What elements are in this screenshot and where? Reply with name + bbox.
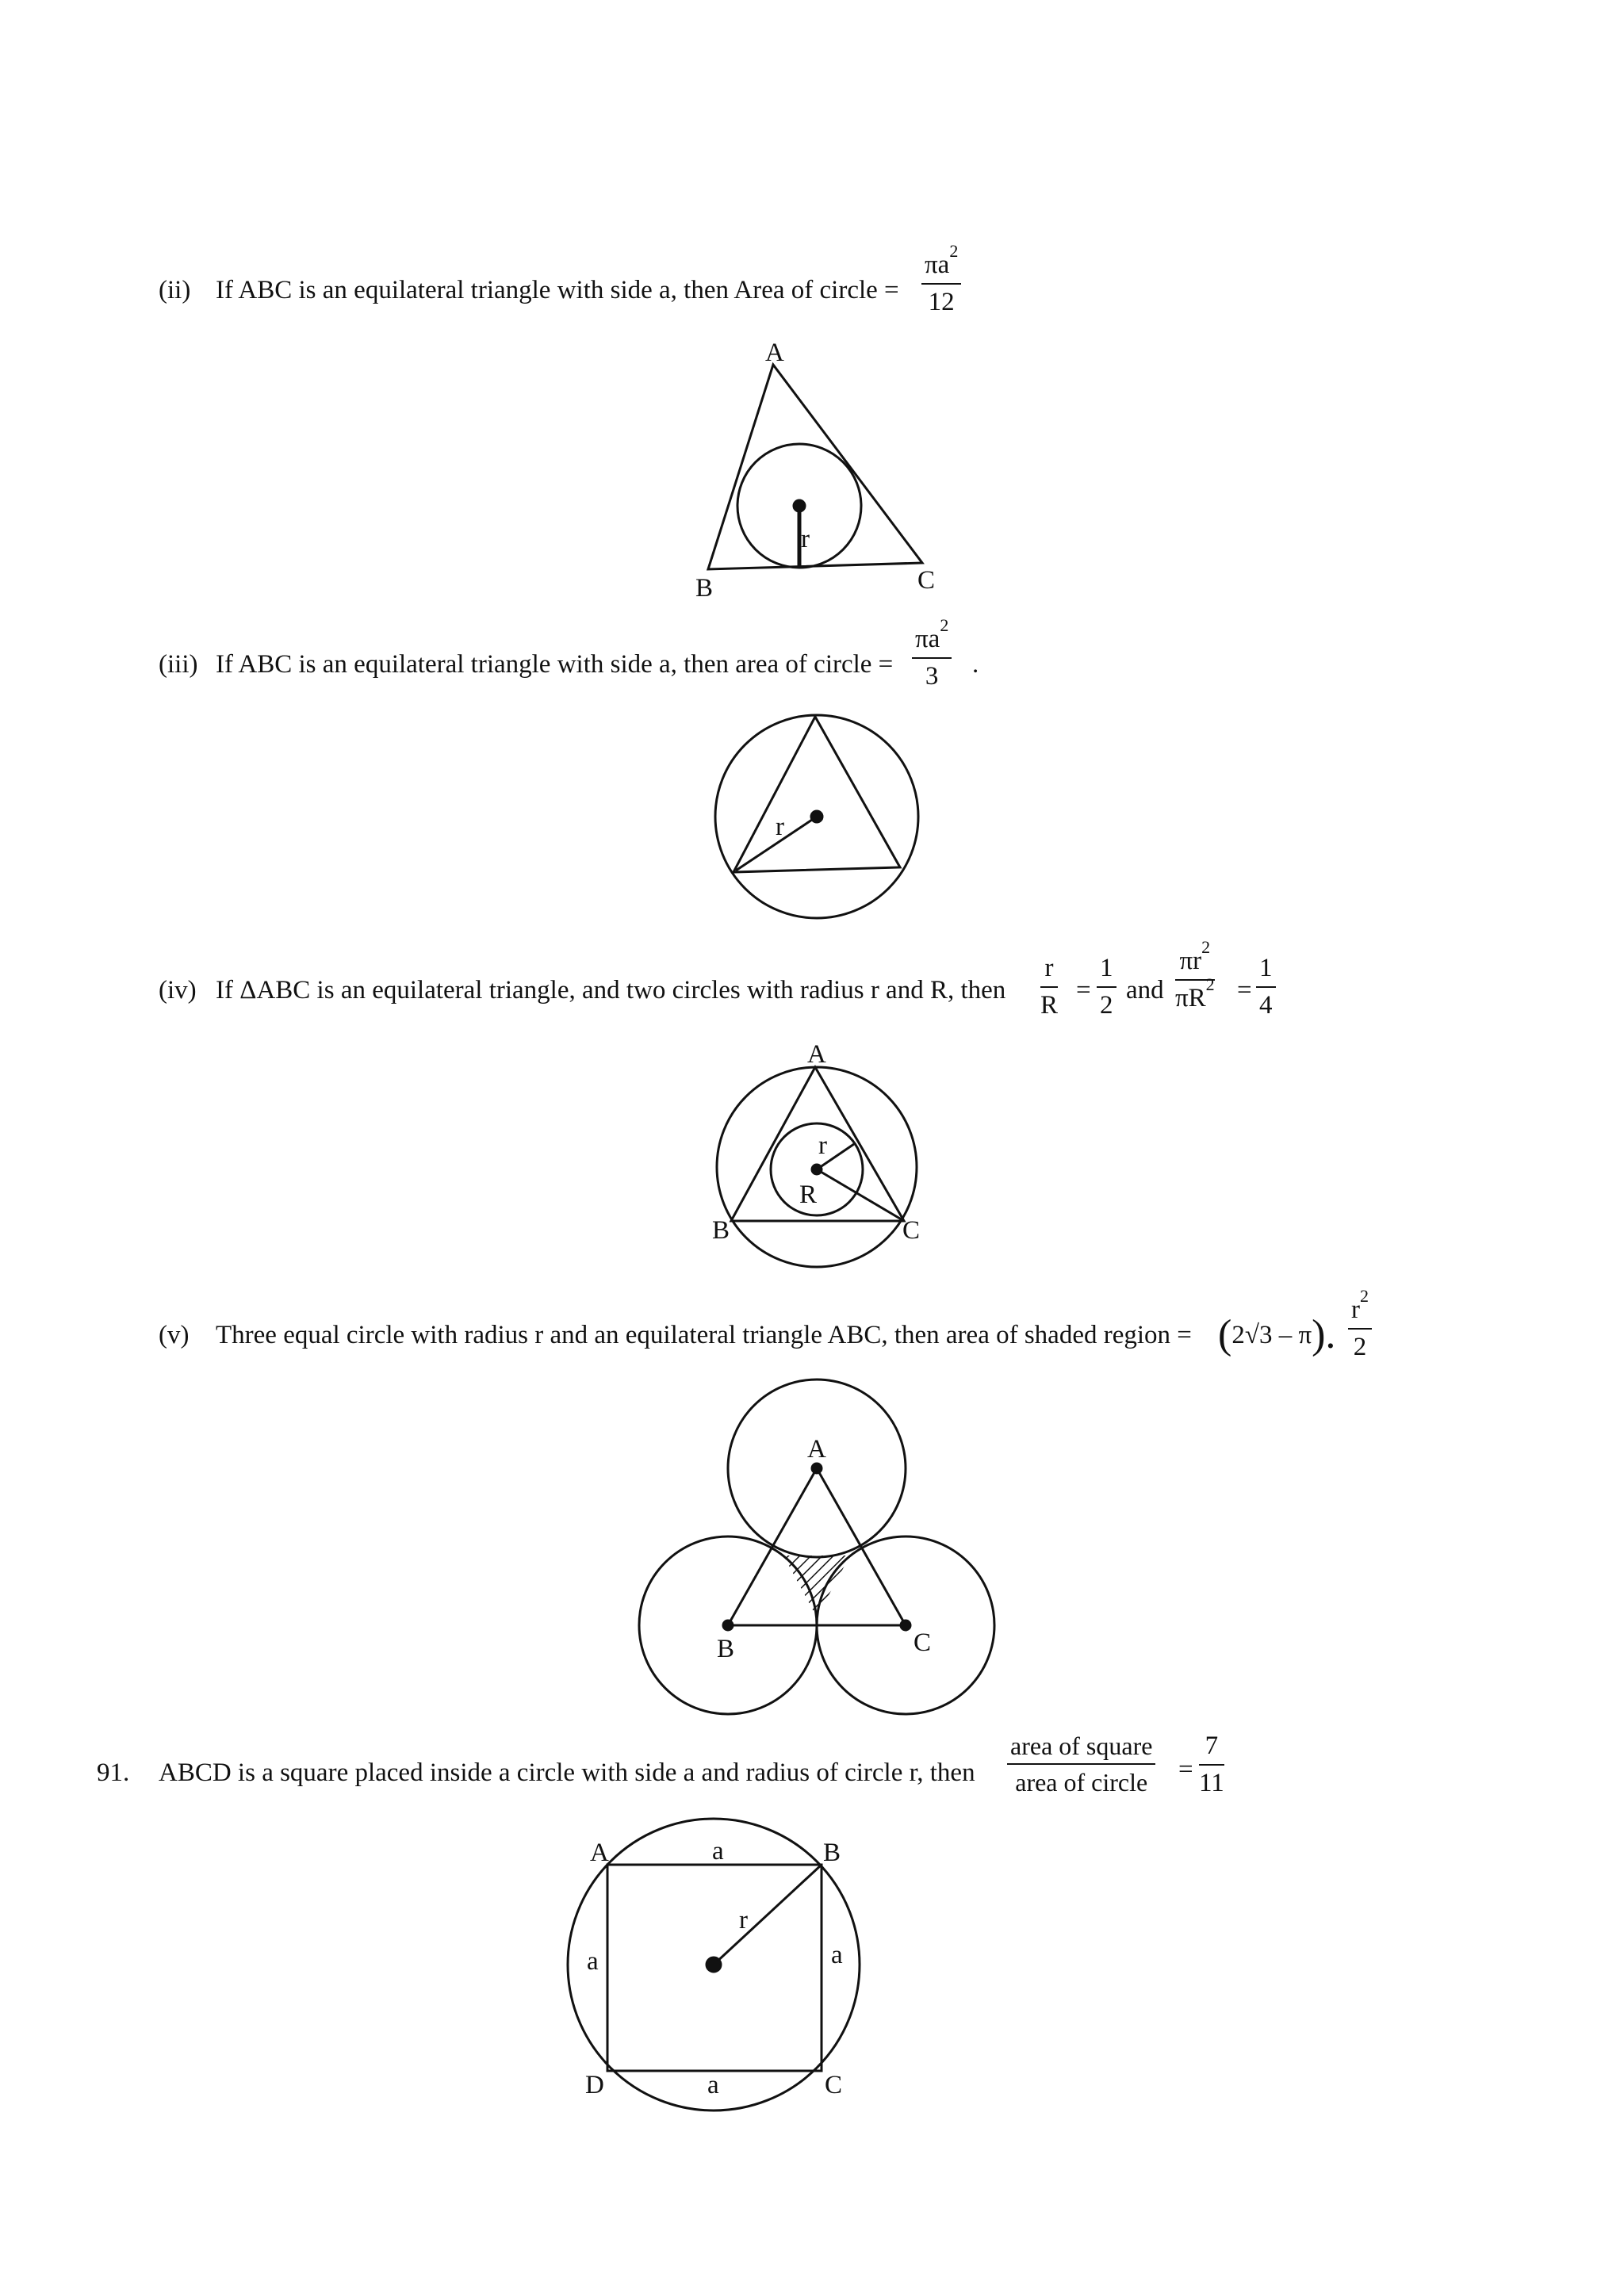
fig-iv-label-A: A [807,1040,826,1069]
fig-ii-label-r: r [801,525,810,553]
item-v-number: (v) [159,1321,190,1349]
item-iii-text: If ABC is an equilateral triangle with side a, then area of circle = [216,650,894,679]
item-v-text: Three equal circle with radius r and an equilateral triangle ABC, then area of shaded region = [216,1321,1192,1349]
figure-v-three-circles [639,1380,994,1714]
item-iv-f3-num-sup: 2 [1201,937,1211,957]
fig-v-label-B: B [717,1635,735,1663]
fig-iii-center-dot [811,811,822,822]
item-iv-number: (iv) [159,976,197,1004]
item-v-expr-open: ( [1218,1312,1232,1357]
item-iv-f1-den: R [1040,991,1059,1020]
item-ii-frac-sup: 2 [949,241,959,261]
fig-91-label-D: D [585,2071,604,2099]
fig-91-label-a-right: a [831,1941,843,1969]
fig-91-label-A: A [590,1839,609,1867]
fig-91-label-a-left: a [587,1947,599,1976]
question-91-frac-num: area of square [1007,1733,1155,1765]
item-iv-frac-1-4 [1256,955,1276,1019]
item-iv-f4-num: 1 [1256,955,1276,988]
item-iv-eq-1: = [1076,976,1091,1004]
item-ii-text: If ABC is an equilateral triangle with side a, then Area of circle = [216,276,899,304]
item-iv-eq-2: = [1237,976,1252,1004]
fig-ii-label-B: B [695,574,714,603]
item-iv-f4-den: 4 [1259,991,1273,1020]
fig-91-label-r: r [739,1906,748,1934]
fig-91-radius [714,1865,822,1965]
fig-iv-center-dot [812,1165,822,1174]
figure-ii-incircle [708,365,922,569]
fig-iii-triangle [733,717,900,872]
question-91-frac-den: area of circle [1015,1768,1148,1797]
fig-91-center-dot [707,1957,721,1972]
item-iii-frac-den: 3 [925,662,939,691]
item-iv-f2-num: 1 [1097,955,1116,988]
item-iv-f3-den-sup: 2 [1205,974,1215,994]
fig-iv-label-C: C [902,1216,921,1245]
item-ii-number: (ii) [159,276,191,304]
item-iv-f3-den: πR [1175,984,1206,1012]
question-91-ratio [1007,1733,1155,1795]
figure-iii-circumcircle [715,715,918,918]
question-91-text: ABCD is a square placed inside a circle with side a and radius of circle r, then [159,1758,975,1787]
item-iii-fraction [912,615,952,691]
fig-iii-label-r: r [776,813,784,841]
fig-v-label-C: C [914,1628,932,1657]
item-iv-f2-den: 2 [1100,991,1113,1020]
item-v-expr-inner: 2√3 – π [1231,1321,1312,1349]
fig-iv-label-r: r [818,1131,827,1160]
item-v-frac-sup: 2 [1360,1286,1369,1306]
fig-v-label-A: A [807,1435,826,1464]
fig-ii-triangle [708,365,922,569]
item-iii-number: (iii) [159,650,198,679]
question-91-eq: = [1178,1755,1193,1784]
item-iv-frac-area-ratio [1175,937,1215,1012]
item-v-fraction [1348,1286,1372,1361]
item-iv-f3-num: πr [1179,947,1202,975]
question-91-number: 91. [97,1758,130,1787]
fig-v-dot-C [901,1621,910,1630]
fig-iv-label-R: R [799,1181,818,1209]
figure-iv-two-circles [717,1067,917,1267]
fig-iv-label-B: B [712,1216,730,1245]
item-iv-and: and [1126,976,1164,1004]
fig-v-dot-B [723,1621,733,1630]
item-iv-text: If ΔABC is an equilateral triangle, and two circles with radius r and R, then [216,976,1006,1004]
fig-91-label-a-bottom: a [707,2071,719,2099]
fig-iv-triangle [731,1067,904,1221]
item-ii-frac-num: πa [925,251,950,279]
item-iii-tail: . [972,650,979,679]
item-iv-frac-r-R [1040,955,1058,1019]
fig-91-label-C: C [825,2071,843,2099]
question-91-ans-den: 11 [1199,1769,1224,1797]
fig-91-label-B: B [823,1839,841,1867]
question-91-ans-num: 7 [1199,1733,1224,1766]
fig-ii-center-dot [794,500,805,511]
item-iv-frac-1-2 [1097,955,1116,1019]
item-iii-frac-num: πa [915,625,940,653]
item-iii-frac-sup: 2 [940,615,949,635]
fig-v-dot-A [812,1464,822,1473]
item-v-expression [1218,1310,1336,1357]
item-v-frac-num: r [1351,1295,1360,1324]
fig-ii-label-C: C [917,566,936,595]
fig-91-label-a-top: a [712,1837,724,1866]
question-91-answer [1199,1733,1224,1797]
item-v-frac-den: 2 [1353,1333,1367,1361]
fig-ii-label-A: A [765,339,784,367]
item-ii-frac-den: 12 [928,288,955,316]
item-iv-f1-num: r [1040,955,1058,988]
item-v-expr-close: ). [1312,1312,1336,1357]
